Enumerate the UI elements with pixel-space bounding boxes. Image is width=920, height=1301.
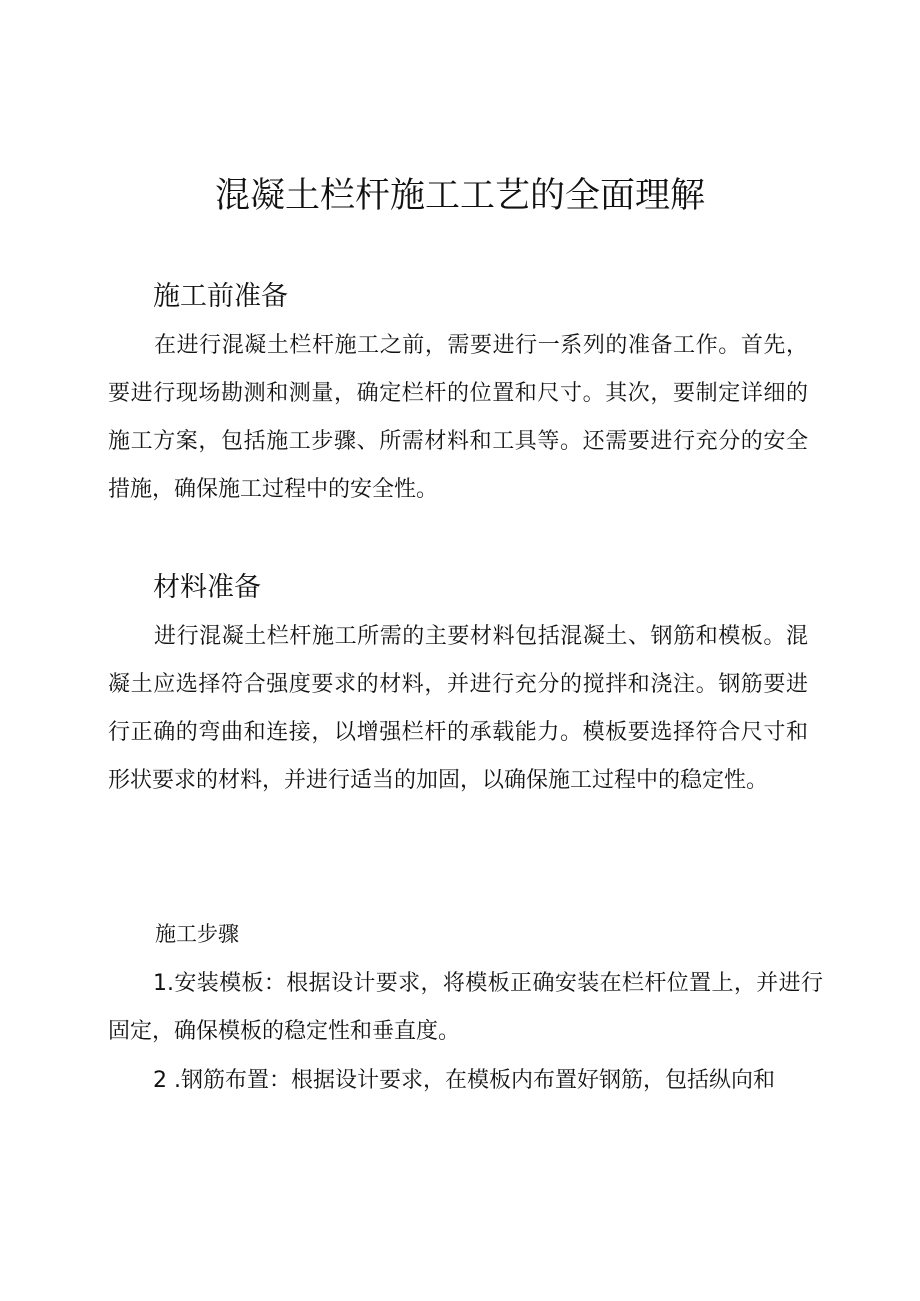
section-heading-materials: 材料准备: [153, 572, 261, 603]
section-paragraph-materials: 进行混凝土栏杆施工所需的主要材料包括混凝土、钢筋和模板。混凝土应选择符合强度要求的材料，并进行充分的搅拌和浇注。钢筋要进行正确的弯曲和连接，以增强栏杆的承载能力。模板要选择符合尺寸和形状要求的材料，并进行适当的加固，以确保施工过程中的稳定性。: [108, 624, 808, 793]
step-number: 1.: [153, 971, 174, 996]
document-title: 混凝土栏杆施工工艺的全面理解: [214, 176, 705, 216]
steps-heading: 施工步骤: [155, 922, 239, 946]
step-item-1: [108, 960, 823, 1056]
step-text: 安装模板：根据设计要求，将模板正确安装在栏杆位置上，并进行固定，确保模板的稳定性和垂直度。: [108, 971, 823, 1044]
step-text: 钢筋布置：根据设计要求，在模板内布置好钢筋，包括纵向和: [180, 1068, 775, 1093]
section-heading-preparation: 施工前准备: [153, 281, 288, 312]
step-number: 2 .: [153, 1068, 181, 1093]
step-item-2: [108, 1057, 823, 1105]
section-paragraph-preparation: 在进行混凝土栏杆施工之前，需要进行一系列的准备工作。首先，要进行现场勘测和测量，确定栏杆的位置和尺寸。其次，要制定详细的施工方案，包括施工步骤、所需材料和工具等。还需要进行充分的安全措施，确保施工过程中的安全性。: [108, 333, 808, 502]
